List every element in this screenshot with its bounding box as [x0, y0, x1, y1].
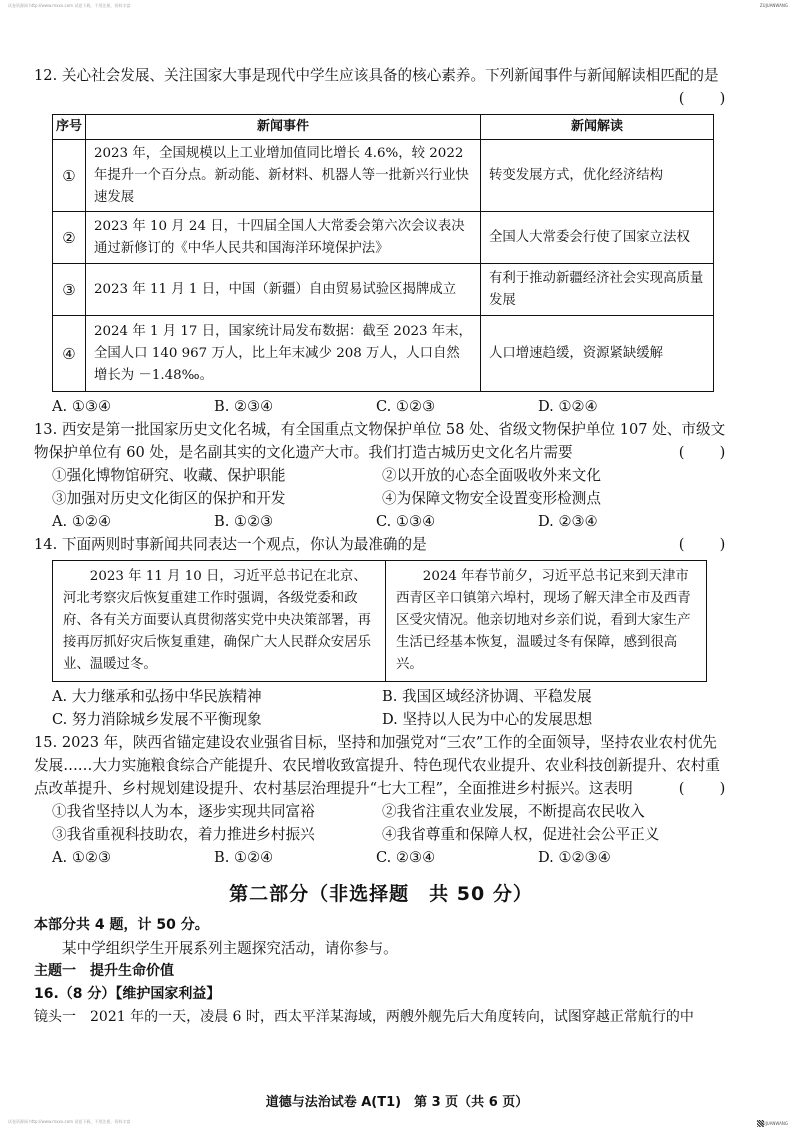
- option-d[interactable]: D. ②③④: [538, 513, 598, 530]
- option-b[interactable]: B. ①②③: [214, 513, 274, 530]
- part-2-intro: 本部分共 4 题，计 50 分。: [34, 917, 209, 933]
- items-13: [34, 464, 728, 510]
- question-14: [34, 533, 728, 731]
- option-a[interactable]: A. ①②④: [52, 513, 112, 530]
- part-2-title: 第二部分（非选择题 共 50 分）: [229, 883, 533, 905]
- page-footer: 道德与法治试卷 A(T1) 第 3 页（共 6 页）: [265, 1095, 529, 1110]
- row-num: ③: [53, 264, 86, 316]
- option-a[interactable]: A. ①②③: [52, 849, 112, 866]
- table-header-event: 新闻事件: [86, 115, 481, 140]
- option-b[interactable]: B. ②③④: [214, 398, 274, 415]
- watermark-top: 试卷资源网 http://www.mxxx.com 试卷下载，不用注册，资料丰富: [8, 3, 131, 8]
- list-item: ②以开放的心态全面吸收外来文化: [382, 467, 601, 484]
- question-13: [34, 418, 728, 533]
- items-15: [34, 800, 728, 846]
- question-12-stem: 12. 关心社会发展、关注国家大事是现代中学生应该具备的核心素养。下列新闻事件与新闻解读相匹配的是: [34, 67, 719, 84]
- row-reading: 转变发展方式，优化经济结构: [481, 140, 714, 212]
- answer-paren-12: ( ): [678, 90, 728, 107]
- answer-paren-14: ( ): [678, 536, 728, 553]
- option-d[interactable]: D. ①②③④: [538, 849, 611, 866]
- table-row: [53, 264, 714, 316]
- list-item: ①我省坚持以人为本，逐步实现共同富裕: [52, 803, 315, 820]
- corner-logo-top: ZUJUANWANG: [759, 3, 788, 8]
- option-c[interactable]: C. 努力消除城乡发展不平衡现象: [52, 711, 262, 728]
- row-num: ①: [53, 140, 86, 212]
- option-a[interactable]: A. 大力继承和弘扬中华民族精神: [52, 688, 262, 705]
- row-event: 2023 年，全国规模以上工业增加值同比增长 4.6%，较 2022 年提升一个百分点。新动能、新材料、机器人等一批新兴行业快速发展: [86, 140, 481, 212]
- question-15-text: 15. 2023 年，陕西省锚定建设农业强省目标，坚持和加强党对“三农”工作的全面领导，坚持农业农村优先发展……大力实施粮食综合产能提升、农民增收致富提升、特色现代农业提升、农业科技创新提升、农村重点改革提升、乡村规划建设提升、农村基层治理提升“七大工程”，全面推进乡村振兴。这表明: [34, 734, 720, 797]
- option-b[interactable]: B. 我国区域经济协调、平稳发展: [382, 688, 592, 705]
- table-row: [53, 140, 714, 212]
- option-a[interactable]: A. ①③④: [52, 398, 112, 415]
- options-12: [34, 395, 728, 418]
- question-12: [34, 64, 728, 418]
- option-c[interactable]: C. ②③④: [376, 849, 436, 866]
- options-13: [34, 510, 728, 533]
- list-item: ①强化博物馆研究、收藏、保护职能: [52, 467, 286, 484]
- question-16-heading: 16.（8 分）【维护国家利益】: [34, 986, 221, 1002]
- options-14: [34, 685, 728, 731]
- theme-1-heading: 主题一 提升生命价值: [34, 963, 174, 979]
- table-row: [53, 212, 714, 264]
- question-16-scene-1: 镜头一 2021 年的一天，凌晨 6 时，西太平洋某海域，两艘外舰先后大角度转向，试图穿越正常航行的中: [34, 1009, 694, 1025]
- row-reading: 有利于推动新疆经济社会实现高质量发展: [481, 264, 714, 316]
- news-table: [52, 114, 714, 392]
- list-item: ③我省重视科技助农，着力推进乡村振兴: [52, 826, 315, 843]
- news-box-right-text: 2024 年春节前夕，习近平总书记来到天津市西青区辛口镇第六埠村，现场了解天津全市及西青区受灾情况。他亲切地对乡亲们说，看到大家生产生活已经基本恢复，温暖过冬有保障，感到很高兴。: [396, 569, 691, 672]
- list-item: ②我省注重农业发展，不断提高农民收入: [382, 803, 645, 820]
- list-item: ③加强对历史文化街区的保护和开发: [52, 490, 286, 507]
- news-box-right: [386, 560, 707, 682]
- exam-page: [34, 64, 728, 1029]
- table-header-reading: 新闻解读: [481, 115, 714, 140]
- option-d[interactable]: D. ①②④: [538, 398, 598, 415]
- question-14-stem: [34, 533, 728, 556]
- corner-logo-bottom: ZUJUANWANG: [759, 1121, 788, 1126]
- question-15: [34, 731, 728, 869]
- question-13-text: 13. 西安是第一批国家历史文化名城，有全国重点文物保护单位 58 处、省级文物保护单位 107 处、市级文物保护单位有 60 处，是名副其实的文化遗产大市。我们打造古城历史文化名片需要: [34, 421, 726, 461]
- option-c[interactable]: C. ①②③: [376, 398, 436, 415]
- question-14-text: 14. 下面两则时事新闻共同表达一个观点，你认为最准确的是: [34, 536, 427, 553]
- news-box-left: 2023 年 11 月 10 日，习近平总书记在北京、河北考察灾后恢复重建工作时强调，各级党委和政府、各有关方面要认真贯彻落实党中央决策部署，再接再厉抓好灾后恢复重建，确保广大人民群众安居乐业、温暖过冬。: [52, 560, 386, 682]
- activity-intro: 某中学组织学生开展系列主题探究活动，请你参与。: [62, 940, 398, 957]
- row-event: 2023 年 10 月 24 日，十四届全国人大常委会第六次会议表决通过新修订的《中华人民共和国海洋环境保护法》: [86, 212, 481, 264]
- table-row: [53, 316, 714, 392]
- question-13-stem: [34, 418, 728, 464]
- row-num: ④: [53, 316, 86, 392]
- question-15-stem: [34, 731, 728, 800]
- answer-paren-15: ( ): [678, 780, 728, 797]
- options-15: [34, 846, 728, 869]
- option-b[interactable]: B. ①②④: [214, 849, 274, 866]
- list-item: ④我省尊重和保障人权，促进社会公平正义: [382, 826, 660, 843]
- option-d[interactable]: D. 坚持以人民为中心的发展思想: [382, 711, 593, 728]
- row-event: 2023 年 11 月 1 日，中国（新疆）自由贸易试验区揭牌成立: [86, 264, 481, 316]
- watermark-bottom: 试卷资源网 http://www.mxxx.com 试卷下载，不用注册，资料丰富: [8, 1119, 131, 1124]
- row-reading: 全国人大常委会行使了国家立法权: [481, 212, 714, 264]
- list-item: ④为保障文物安全设置变形检测点: [382, 490, 601, 507]
- row-event: 2024 年 1 月 17 日，国家统计局发布数据：截至 2023 年末，全国人口 140 967 万人，比上年末减少 208 万人，人口自然增长为 －1.48‰。: [86, 316, 481, 392]
- table-header-num: 序号: [53, 115, 86, 140]
- news-boxes: [52, 560, 714, 682]
- option-c[interactable]: C. ①③④: [376, 513, 436, 530]
- answer-paren-13: ( ): [678, 444, 728, 461]
- row-num: ②: [53, 212, 86, 264]
- row-reading: 人口增速趋缓，资源紧缺缓解: [481, 316, 714, 392]
